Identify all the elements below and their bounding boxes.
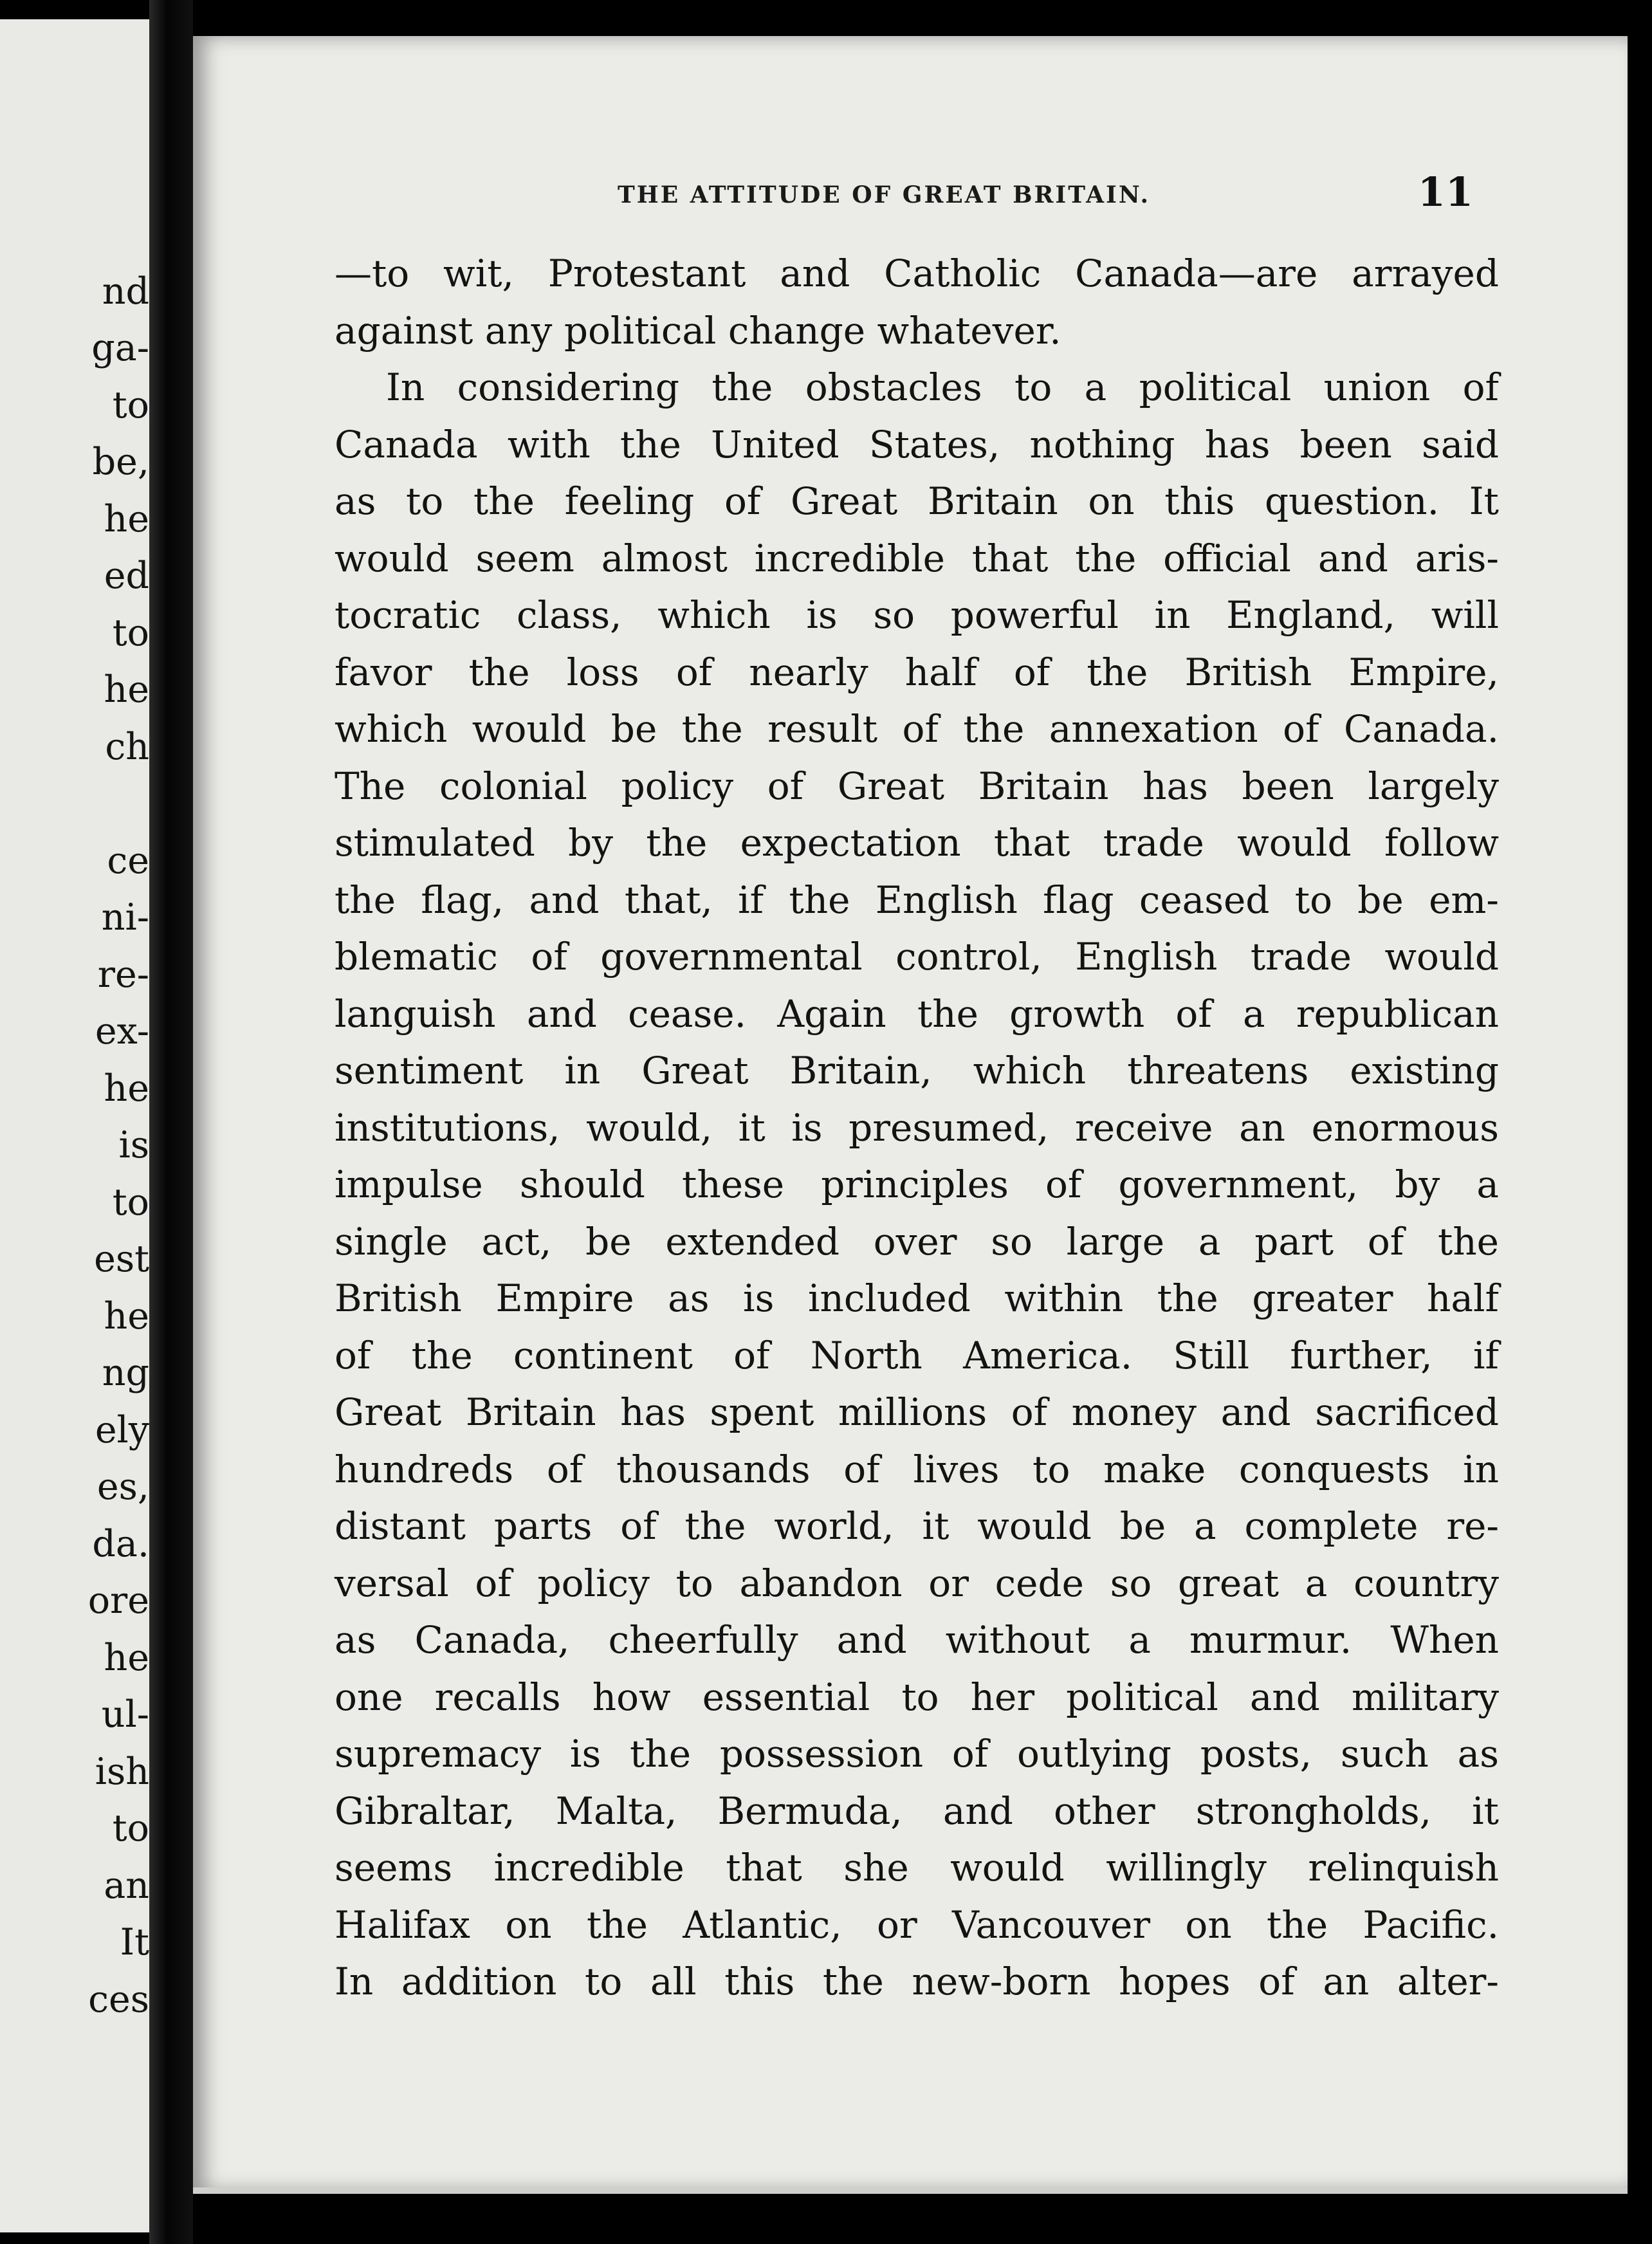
text-line: favor the loss of nearly half of the British Empire, (335, 650, 1499, 694)
facing-page-fragment: ed (104, 555, 149, 597)
text-line: blematic of governmental control, English trade would (335, 935, 1499, 979)
text-line: Gibraltar, Malta, Bermuda, and other strongholds, it (335, 1789, 1499, 1833)
facing-page-fragment: It (120, 1921, 149, 1964)
text-line: stimulated by the expectation that trade would follow (335, 821, 1499, 865)
text-line: as to the feeling of Great Britain on this question. It (335, 479, 1499, 523)
body-text (335, 245, 1499, 2010)
facing-page-fragment: he (104, 1295, 149, 1338)
book-page (193, 36, 1628, 2191)
facing-page-fragment: nd (102, 270, 149, 313)
facing-page-fragment: ore (87, 1579, 149, 1622)
text-line: as Canada, cheerfully and without a murmur. When (335, 1618, 1499, 1662)
text-line: British Empire as is included within the greater half (335, 1276, 1499, 1320)
text-line: versal of policy to abandon or cede so great a country (335, 1561, 1499, 1605)
text-line: distant parts of the world, it would be a complete re- (335, 1504, 1499, 1548)
facing-page-fragment: is (118, 1124, 149, 1166)
facing-page-fragment: ul- (101, 1693, 149, 1736)
page-bottom-edge (193, 2187, 1628, 2194)
facing-page-fragment: est (94, 1238, 149, 1280)
facing-page-fragment: ng (102, 1352, 149, 1394)
text-line: would seem almost incredible that the official and aris- (335, 536, 1499, 580)
book-gutter (149, 0, 193, 2244)
text-line: Canada with the United States, nothing has been said (335, 422, 1499, 466)
facing-page-fragment: he (104, 498, 149, 540)
facing-page-fragment: ga- (91, 327, 149, 369)
facing-page (0, 19, 153, 2232)
text-line: The colonial policy of Great Britain has been largely (335, 764, 1499, 808)
facing-page-fragment: ces (88, 1978, 149, 2021)
facing-page-fragment: an (104, 1864, 149, 1907)
text-line: Great Britain has spent millions of money and sacrificed (335, 1390, 1499, 1434)
facing-page-fragment: he (104, 668, 149, 711)
facing-page-fragment: ce (107, 840, 149, 882)
facing-page-fragment: he (104, 1637, 149, 1679)
facing-page-fragment: re- (97, 953, 149, 996)
page-number: 11 (1417, 169, 1473, 216)
text-line: languish and cease. Again the growth of a republican (335, 991, 1499, 1036)
facing-page-fragment: ex- (95, 1010, 149, 1053)
text-line: one recalls how essential to her political and military (335, 1675, 1499, 1719)
text-line: sentiment in Great Britain, which threatens existing (335, 1049, 1499, 1092)
facing-page-fragment: da. (92, 1523, 149, 1565)
text-line: against any political change whatever. (335, 308, 1061, 353)
text-line: seems incredible that she would willingly relinquish (335, 1846, 1499, 1890)
text-line: tocratic class, which is so powerful in England, will (335, 593, 1499, 637)
facing-page-fragment: to (112, 384, 149, 427)
facing-page-fragment: to (112, 612, 149, 654)
text-line: In addition to all this the new-born hopes of an alter- (335, 1960, 1499, 2003)
text-line: hundreds of thousands of lives to make conquests in (335, 1447, 1499, 1491)
facing-page-fragment: ni- (101, 896, 149, 939)
text-line: supremacy is the possession of outlying posts, such as (335, 1732, 1499, 1776)
text-line: institutions, would, it is presumed, receive an enormous (335, 1105, 1499, 1150)
text-line: —to wit, Protestant and Catholic Canada—are arrayed (335, 252, 1499, 295)
facing-page-fragment: to (112, 1181, 149, 1224)
facing-page-fragment: ely (95, 1409, 149, 1451)
facing-page-fragment: to (112, 1807, 149, 1850)
facing-page-fragment: es, (96, 1466, 149, 1508)
text-line: the flag, and that, if the English flag ceased to be em- (335, 878, 1499, 922)
running-title: THE ATTITUDE OF GREAT BRITAIN. (618, 181, 1150, 208)
facing-page-fragment: be, (92, 441, 149, 483)
facing-page-fragment: ish (95, 1751, 149, 1793)
text-line: of the continent of North America. Still further, if (335, 1333, 1499, 1377)
text-line: single act, be extended over so large a part of the (335, 1219, 1499, 1264)
page-header (618, 169, 1473, 220)
text-line: impulse should these principles of government, by a (335, 1163, 1499, 1206)
text-line: In considering the obstacles to a political union of (386, 365, 1499, 409)
facing-page-fragment: ch (105, 726, 149, 768)
text-line: which would be the result of the annexation of Canada. (335, 707, 1499, 751)
facing-page-fragment: he (104, 1067, 149, 1110)
text-line: Halifax on the Atlantic, or Vancouver on the Pacific. (335, 1902, 1499, 1947)
